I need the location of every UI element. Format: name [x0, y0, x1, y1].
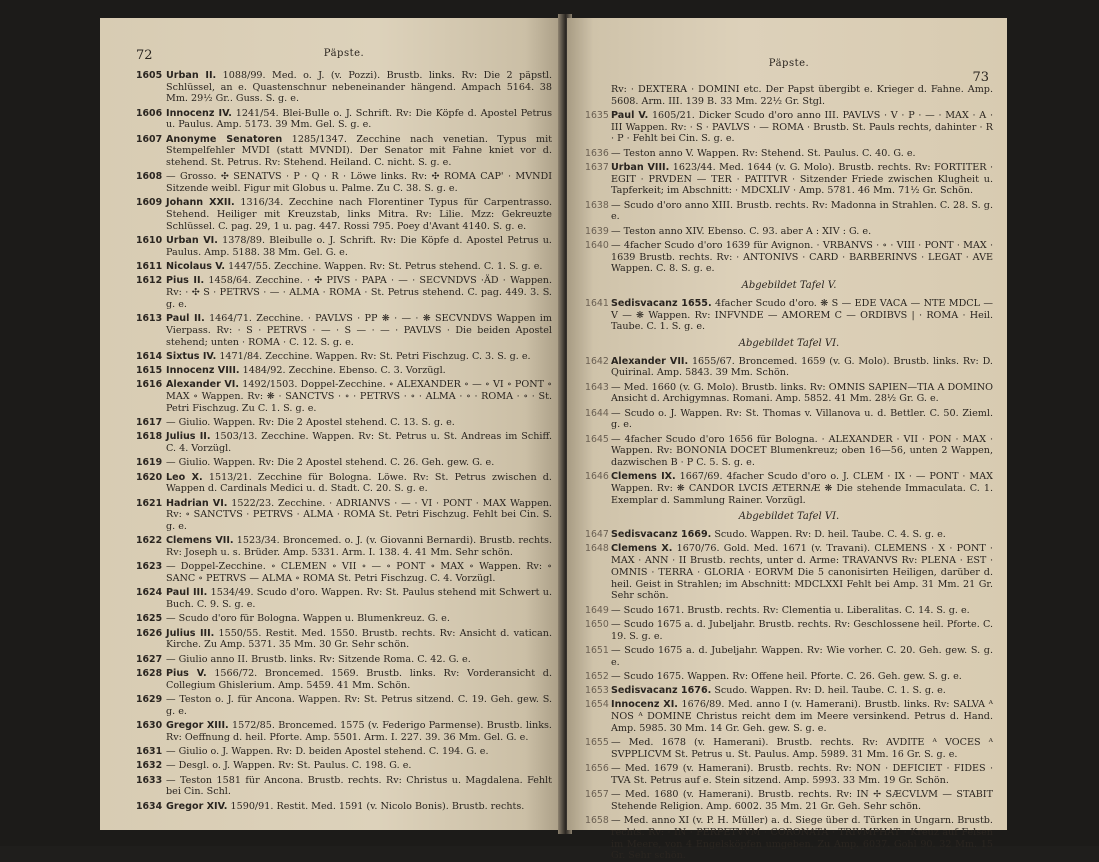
left-page-number: 72 [136, 48, 153, 63]
ruler-name: Paul II. [166, 313, 205, 325]
entry-description: — Scudo d'oro für Bologna. Wappen u. Blumenkreuz. G. e. [166, 613, 450, 625]
entry-description: — Scudo 1675 a. d. Jubeljahr. Wappen. Rv: Wie vorher. C. 20. Geh. gew. S. g. e. [611, 644, 993, 668]
catalogue-entry [136, 498, 552, 533]
ruler-name: Hadrian VI. [166, 497, 228, 509]
right-page-number: 73 [972, 70, 989, 85]
entry-body [166, 457, 552, 469]
lot-number: 1651 [585, 644, 609, 656]
lot-number: 1648 [585, 543, 609, 555]
catalogue-entry [585, 605, 993, 617]
lot-number: 1631 [136, 746, 163, 757]
entry-description: 1605/21. Dicker Scudo d'oro anno III. PAVLVS · V · P · — · MAX · A · III Wappen. Rv: · S · PAVLVS · — ROMA · Brustb. St. Pauls rechts, dahinter · R · P · Fehlt bei Cin. S. g. e. [611, 110, 993, 145]
entry-body [166, 108, 552, 131]
lot-number: 1621 [136, 497, 163, 509]
entry-body [166, 351, 552, 363]
entry-description: 1523/34. Broncemed. o. J. (v. Giovanni Bernardi). Brustb. rechts. Rv: Joseph u. s. Brüder. Amp. 5331. Arm. I. 138. 4. 41 Mm. Sehr schön. [166, 535, 552, 559]
catalogue-entry [136, 668, 552, 691]
catalogue-entry [136, 70, 552, 105]
entry-body [166, 472, 552, 495]
right-page [567, 18, 1007, 862]
ruler-name: Alexander VII. [611, 355, 689, 367]
entry-body [166, 694, 552, 717]
catalogue-entry [136, 760, 552, 772]
entry-body [166, 313, 552, 348]
catalogue-entry [585, 543, 993, 602]
ruler-name: Urban VIII. [611, 162, 670, 173]
entry-description: — Desgl. o. J. Wappen. Rv: St. Paulus. C. 198. G. e. [166, 760, 412, 772]
entry-body [611, 645, 993, 668]
lot-number: 1649 [585, 604, 609, 616]
ruler-name: Clemens VII. [166, 535, 234, 547]
ruler-name: Johann XXII. [166, 197, 235, 209]
catalogue-entry [585, 226, 993, 238]
lot-number: 1629 [136, 694, 163, 705]
catalogue-entry [136, 417, 552, 429]
entry-body [611, 148, 993, 160]
catalogue-entry [136, 235, 552, 258]
entry-description: 1447/55. Zecchine. Wappen. Rv: St. Petrus stehend. C. 1. S. g. e. [228, 261, 543, 273]
entry-description: 1471/84. Zecchine. Wappen. Rv: St. Petri Fischzug. C. 3. S. g. e. [219, 350, 531, 362]
entry-description: 1572/85. Broncemed. 1575 (v. Federigo Parmense). Brustb. links. Rv: Oeffnung d. heil. Pforte. Amp. 5501. Arm. I. 227. 39. 36 Mm. Gel. G. e. [166, 720, 552, 743]
lot-number: 1652 [585, 670, 609, 682]
ruler-name: Gregor XIII. [166, 720, 229, 731]
lot-number: 1617 [136, 417, 163, 429]
entry-description: — Scudo d'oro anno XIII. Brustb. rechts. Rv: Madonna in Strahlen. C. 28. S. g. e. [611, 199, 993, 223]
lot-number: 1638 [585, 199, 609, 211]
entry-body [166, 417, 552, 429]
lot-number: 1608 [136, 171, 163, 183]
entry-body [166, 668, 552, 691]
lot-number: 1656 [585, 763, 609, 775]
catalogue-entry [585, 240, 993, 275]
catalogue-entry [136, 472, 552, 495]
ruler-name: Urban VI. [166, 235, 218, 247]
entry-description: — Med. 1660 (v. G. Molo). Brustb. links. Rv: OMNIS SAPIEN—TIA A DOMINO Ansicht d. Archigymnas. Romani. Amp. 5852. 41 Mm. 28½ Gr. G. e. [611, 381, 993, 405]
entry-description: 1623/44. Med. 1644 (v. G. Molo). Brustb. rechts. Rv: FORTITER · EGIT · PRVDEN — TER · PATITVR · Sitzender Friede zwischen Klugheit u. Tapferkeit; im Abschnitt: · MDCXLIV · Amp. 5781. 46 Mm. 71½ Gr. Schön. [611, 162, 993, 197]
ruler-name: Clemens X. [611, 543, 673, 555]
catalogue-entry [136, 313, 552, 348]
entry-description: — Doppel-Zecchine. ∘ CLEMEN ∘ VII ∘ — ∘ PONT ∘ MAX ∘ Wappen. Rv: ∘ SANC ∘ PETRVS — ALMA ∘ ROMA St. Petri Fischzug. C. 4. Vorzügl. [166, 561, 552, 585]
catalogue-entry [585, 162, 993, 197]
ruler-name: Alexander VI. [166, 379, 240, 391]
lot-number: 1635 [585, 110, 609, 121]
lot-number: 1645 [585, 433, 609, 445]
lot-number: 1657 [585, 789, 609, 801]
ruler-name: Urban II. [166, 70, 217, 81]
continued-entry-text: Rv: · DEXTERA · DOMINI etc. Der Papst übergibt e. Krieger d. Fahne. Amp. 5608. Arm. III. 139 B. 33 Mm. 22½ Gr. Stgl. [611, 84, 993, 107]
lot-number: 1615 [136, 365, 163, 377]
catalogue-entry [585, 763, 993, 786]
entry-description: — Scudo 1675. Wappen. Rv: Offene heil. Pforte. C. 26. Geh. gew. S. g. e. [611, 670, 962, 682]
ruler-name: Paul III. [166, 587, 208, 599]
lot-number: 1606 [136, 107, 163, 119]
entry-body [611, 763, 993, 786]
lot-number: 1640 [585, 240, 609, 251]
entry-body [611, 605, 993, 617]
catalogue-entry [136, 261, 552, 273]
entry-description: 1378/89. Bleibulle o. J. Schrift. Rv: Die Köpfe d. Apostel Petrus u. Paulus. Amp. 5188. 38 Mm. Gel. G. e. [166, 235, 552, 258]
lot-number: 1616 [136, 379, 163, 391]
entry-description: — Med. 1678 (v. Hamerani). Brustb. rechts. Rv: AVDITE ᴬ VOCES ᴬ SVPPLICVM St. Petrus u. St. Paulus. Amp. 5989. 31 Mm. 16 Gr. S. g. e. [611, 737, 993, 760]
entry-body [166, 654, 552, 666]
catalogue-entry [585, 434, 993, 469]
ruler-name: Clemens IX. [611, 471, 676, 483]
entry-body [166, 197, 552, 232]
entry-body [611, 356, 993, 379]
entry-body [611, 737, 993, 760]
catalogue-entry [585, 148, 993, 160]
entry-body [611, 699, 993, 734]
lot-number: 1639 [585, 225, 609, 237]
catalogue-entry [136, 775, 552, 798]
entry-description: — 4facher Scudo d'oro 1639 für Avignon. · VRBANVS · ∘ · VIII · PONT · MAX · 1639 Brustb. rechts. Rv: · ANTONIVS · CARD · BARBERINVS · LEGAT · AVE Wappen. C. 8. S. g. e. [611, 240, 993, 275]
lot-number: 1637 [585, 162, 609, 173]
right-running-title: Päpste. [768, 58, 810, 69]
entry-body [166, 775, 552, 798]
entry-description: — Med. 1679 (v. Hamerani). Brustb. rechts. Rv: NON · DEFICIET · FIDES · TVA St. Petrus auf e. Stein sitzend. Amp. 5993. 33 Mm. 19 Gr. Schön. [611, 763, 993, 786]
entry-description: 1464/71. Zecchine. · PAVLVS · PP ❋ · — · ❋ SECVNDVS Wappen im Vierpass. Rv: · S · PETRVS · — · S — · — · PAVLVS · Die beiden Apostel stehend; unten · ROMA · C. 12. S. g. e. [166, 313, 552, 348]
entry-body [166, 379, 552, 414]
lot-number: 1646 [585, 471, 609, 483]
catalogue-entry [585, 789, 993, 812]
ruler-name: Pius II. [166, 275, 205, 287]
catalogue-entry [585, 298, 993, 333]
catalogue-entry [136, 694, 552, 717]
entry-body [166, 171, 552, 194]
ruler-name: Anonyme Senatoren [166, 133, 283, 145]
lot-number: 1625 [136, 613, 163, 625]
plate-reference: Abgebildet Tafel VI. [738, 511, 840, 523]
catalogue-entry [136, 587, 552, 610]
lot-number: 1632 [136, 760, 163, 772]
lot-number: 1634 [136, 800, 163, 812]
lot-number: 1647 [585, 529, 609, 541]
entry-description: — Med. 1680 (v. Hamerani). Brustb. rechts. Rv: IN ✢ SÆCVLVM — STABIT Stehende Religion. Amp. 6002. 35 Mm. 21 Gr. Geh. Sehr schön. [611, 789, 993, 812]
lot-number: 1613 [136, 313, 163, 325]
catalogue-entry [585, 685, 993, 697]
lot-number: 1636 [585, 147, 609, 159]
catalogue-entry [136, 351, 552, 363]
entry-description: 1550/55. Restit. Med. 1550. Brustb. rechts. Rv: Ansicht d. vatican. Kirche. Zu Amp. 5371. 35 Mm. 30 Gr. Sehr schön. [166, 627, 552, 651]
entry-description: 1513/21. Zecchine für Bologna. Löwe. Rv: St. Petrus zwischen d. Wappen d. Cardinals Medici u. d. Stadt. C. 20. S. g. e. [166, 471, 552, 495]
catalogue-entry [136, 197, 552, 232]
lot-number: 1624 [136, 587, 163, 599]
entry-description: — Giulio anno II. Brustb. links. Rv: Sitzende Roma. C. 42. G. e. [166, 653, 471, 665]
catalogue-entry [585, 408, 993, 431]
entry-body [166, 498, 552, 533]
entry-body [611, 110, 993, 145]
lot-number: 1630 [136, 720, 163, 731]
ruler-name: Sixtus IV. [166, 350, 217, 362]
catalogue-entry [136, 654, 552, 666]
entry-description: 4facher Scudo d'oro. ❋ S — EDE VACA — NTE MDCL — V — ❋ Wappen. Rv: INFVNDE — AMOREM C — ORDIBVS | · ROMA · Heil. Taube. C. 1. S. g. e. [611, 297, 993, 333]
ruler-name: Julius III. [166, 627, 215, 639]
lot-number: 1607 [136, 133, 163, 145]
entry-body [611, 200, 993, 223]
entry-body [611, 529, 993, 541]
entry-description: 1285/1347. Zecchine nach venetian. Typus mit Stempelfehler MVDI (statt MVNDI). Der Senator mit Fahne kniet vor d. stehend. St. Petrus. Rv: Stehend. Heiland. C. nicht. S. g. e. [166, 133, 552, 169]
catalogue-entry [136, 108, 552, 131]
entry-description: 1667/69. 4facher Scudo d'oro o. J. CLEM · IX · — PONT · MAX Wappen. Rv: ❋ CANDOR LVCIS ÆTERNÆ ❋ Die stehende Immaculata. C. 1. Exemplar d. Sammlung Rainer. Vorzügl. [611, 471, 993, 506]
ruler-name: Leo X. [166, 471, 203, 483]
entry-description: 1522/23. Zecchine. · ADRIANVS · — · VI · PONT · MAX Wappen. Rv: ∘ SANCTVS · PETRVS · ALMA · ROMA St. Petri Fischzug. Fehlt bei Cin. S. g. e. [166, 497, 552, 533]
entry-body [611, 382, 993, 405]
entry-description: — Teston anno V. Wappen. Rv: Stehend. St. Paulus. C. 40. G. e. [611, 147, 916, 159]
entry-description: — Giulio o. J. Wappen. Rv: D. beiden Apostel stehend. C. 194. G. e. [166, 746, 489, 757]
catalogue-entry [585, 200, 993, 223]
catalogue-entry [585, 110, 993, 145]
entry-body [166, 235, 552, 258]
plate-reference: Abgebildet Tafel VI. [738, 337, 840, 349]
catalogue-entry [585, 671, 993, 683]
entry-body [166, 587, 552, 610]
ruler-name: Innocenz VIII. [166, 365, 240, 377]
lot-number: 1658 [585, 815, 609, 827]
entry-body [611, 789, 993, 812]
entry-description: 1492/1503. Doppel-Zecchine. ∘ ALEXANDER ∘ — ∘ VI ∘ PONT ∘ MAX ∘ Wappen. Rv: ❋ · SANCTVS · ∘ · PETRVS · ∘ · ALMA · ∘ · ROMA · ∘ · St. Petri Fischzug. Zu C. 1. S. g. e. [166, 379, 552, 414]
ruler-name: Sedisvacanz 1676. [611, 685, 712, 697]
ruler-name: Nicolaus V. [166, 261, 226, 273]
lot-number: 1611 [136, 261, 163, 273]
catalogue-entry [136, 561, 552, 584]
entry-description: 1670/76. Gold. Med. 1671 (v. Travani). CLEMENS · X · PONT · MAX · ANN · II Brustb. rechts, unter d. Arme: TRAVANVS Rv: PLENA · EST · OMNIS · TERRA · GLORIA · EORVM Die 5 canonisirten Heiligen, darüber d. heil. Geist in Strahlen; im Abschnitt: MDCLXXI Fehlt bei Amp. 31 Mm. 21 Gr. Sehr schön. [611, 543, 993, 602]
catalogue-entry [136, 746, 552, 758]
entry-body [166, 760, 552, 772]
ruler-name: Innocenz IV. [166, 107, 232, 119]
lot-number: 1605 [136, 70, 163, 81]
left-entry-list [136, 70, 552, 812]
lot-number: 1609 [136, 197, 163, 209]
entry-body [611, 240, 993, 275]
lot-number: 1655 [585, 737, 609, 749]
entry-body [611, 162, 993, 197]
lot-number: 1644 [585, 407, 609, 419]
lot-number: 1622 [136, 535, 163, 547]
lot-number: 1610 [136, 235, 163, 247]
lot-number: 1641 [585, 297, 609, 309]
lot-number: 1627 [136, 653, 163, 665]
entry-body [166, 535, 552, 558]
entry-description: 1241/54. Blei-Bulle o. J. Schrift. Rv: Die Köpfe d. Apostel Petrus u. Paulus. Amp. 5173. 39 Mm. Gel. S. g. e. [166, 107, 552, 131]
entry-description: 1655/67. Broncemed. 1659 (v. G. Molo). Brustb. links. Rv: D. Quirinal. Amp. 5843. 39 Mm. Schön. [611, 355, 993, 379]
entry-body [166, 134, 552, 169]
catalogue-entry [585, 737, 993, 760]
entry-body [166, 720, 552, 743]
entry-body [611, 298, 993, 333]
right-entry-list [585, 84, 993, 862]
lot-number: 1623 [136, 561, 163, 573]
entry-body [611, 471, 993, 506]
entry-description: 1566/72. Broncemed. 1569. Brustb. links. Rv: Vorderansicht d. Collegium Ghislerium. Amp. 5459. 41 Mm. Schön. [166, 668, 552, 691]
catalogue-entry [136, 431, 552, 454]
catalogue-entry [585, 619, 993, 642]
entry-body [166, 561, 552, 584]
entry-description: — Teston 1581 für Ancona. Brustb. rechts. Rv: Christus u. Magdalena. Fehlt bei Cin. Schl. [166, 774, 552, 798]
entry-body [166, 431, 552, 454]
catalogue-entry [585, 382, 993, 405]
entry-body [611, 543, 993, 602]
catalogue-entry [136, 365, 552, 377]
catalogue-entry [136, 535, 552, 558]
ruler-name: Julius II. [166, 431, 211, 443]
entry-body [611, 619, 993, 642]
entry-description: — Giulio. Wappen. Rv: Die 2 Apostel stehend. C. 13. S. g. e. [166, 417, 455, 429]
entry-body [166, 275, 552, 310]
entry-description: — Scudo 1671. Brustb. rechts. Rv: Clementia u. Liberalitas. C. 14. S. g. e. [611, 604, 970, 616]
catalogue-entry [136, 613, 552, 625]
catalogue-entry [136, 379, 552, 414]
lot-number: 1633 [136, 774, 163, 786]
lot-number: 1614 [136, 350, 163, 362]
ruler-name: Sedisvacanz 1655. [611, 297, 712, 309]
ruler-name: Sedisvacanz 1669. [611, 529, 712, 541]
catalogue-entry [585, 471, 993, 506]
left-running-head [136, 48, 552, 70]
left-running-title: Päpste. [323, 48, 365, 59]
catalogue-entry [585, 529, 993, 541]
entry-description: 1676/89. Med. anno I (v. Hamerani). Brustb. links. Rv: SALVA ᴬ NOS ᴬ DOMINE Christus reicht dem im Meere versinkend. Petrus d. Hand. Amp. 5985. 30 Mm. 14 Gr. Geh. gew. S. g. e. [611, 699, 993, 734]
lot-number: 1618 [136, 431, 163, 443]
entry-description: 1590/91. Restit. Med. 1591 (v. Nicolo Bonis). Brustb. rechts. [230, 800, 525, 812]
lot-number: 1628 [136, 668, 163, 679]
catalogue-entry [585, 699, 993, 734]
entry-description: — Teston o. J. für Ancona. Wappen. Rv: St. Petrus sitzend. C. 19. Geh. gew. S. g. e. [166, 694, 552, 717]
ruler-name: Gregor XIV. [166, 800, 228, 812]
entry-body [611, 226, 993, 238]
catalogue-entry [585, 645, 993, 668]
entry-body [166, 70, 552, 105]
entry-description: — 4facher Scudo d'oro 1656 für Bologna. · ALEXANDER · VII · PON · MAX · Wappen. Rv: BONONIA DOCET Blumenkreuz; oben 16—56, unten 2 Wappen, dazwischen B · P C. 5. S. g. e. [611, 433, 993, 469]
catalogue-entry [136, 457, 552, 469]
catalogue-entry [136, 628, 552, 651]
catalogue-entry [585, 815, 993, 862]
entry-description: 1484/92. Zecchine. Ebenso. C. 3. Vorzügl. [242, 365, 446, 377]
entry-description: 1316/34. Zecchine nach Florentiner Typus für Carpentrasso. Stehend. Heiliger mit Kreuzstab, links Mitra. Rv: Lilie. Mzz: Gekreuzte Schlüssel. C. pag. 29, 1 u. pag. 447. Rossi 795. Poey d'Avant 4140. S. g. e. [166, 197, 553, 232]
entry-body [166, 261, 552, 273]
entry-description: — Teston anno XIV. Ebenso. C. 93. aber A : XIV : G. e. [611, 225, 872, 237]
lot-number: 1650 [585, 618, 609, 630]
entry-description: 1503/13. Zecchine. Wappen. Rv: St. Petrus u. St. Andreas im Schiff. C. 4. Vorzügl. [166, 431, 553, 455]
entry-description: — Scudo o. J. Wappen. Rv: St. Thomas v. Villanova u. d. Bettler. C. 50. Zieml. g. e. [611, 407, 993, 431]
entry-description: 1088/99. Med. o. J. (v. Pozzi). Brustb. links. Rv: Die 2 päpstl. Schlüssel, an e. Quastenschnur nebeneinander hängend. Ampach 5164. 38 Mm. 29½ Gr.. Guss. S. g. e. [166, 70, 552, 105]
entry-body [611, 434, 993, 469]
entry-description: 1458/64. Zecchine. · ✣ PIVS · PAPA · — · SECVNDVS ·ÄD · Wappen. Rv: · ✣ S · PETRVS · — · ALMA · ROMA · St. Petrus stehend. C. pag. 449. 3. S. g. e. [166, 275, 552, 310]
right-running-head [585, 58, 993, 85]
entry-body [166, 801, 552, 813]
lot-number: 1654 [585, 699, 609, 711]
entry-description: — Scudo 1675 a. d. Jubeljahr. Brustb. rechts. Rv: Geschlossene heil. Pforte. C. 19. S. g. e. [611, 618, 993, 642]
lot-number: 1612 [136, 275, 163, 287]
entry-description: 1534/49. Scudo d'oro. Wappen. Rv: St. Paulus stehend mit Schwert u. Buch. C. 9. S. g. e. [166, 587, 552, 611]
lot-number: 1643 [585, 381, 609, 393]
left-page [100, 18, 562, 830]
catalogue-entry [136, 171, 552, 194]
entry-description: — Giulio. Wappen. Rv: Die 2 Apostel stehend. C. 26. Geh. gew. G. e. [166, 457, 495, 469]
ruler-name: Pius V. [166, 668, 207, 679]
entry-body [611, 685, 993, 697]
catalogue-entry [136, 275, 552, 310]
lot-number: 1619 [136, 457, 163, 469]
entry-description: Scudo. Wappen. Rv: D. heil. Taube. C. 4. S. g. e. [714, 529, 946, 541]
entry-body [611, 815, 993, 862]
lot-number: 1642 [585, 355, 609, 367]
entry-description: Scudo. Wappen. Rv: D. heil. Taube. C. 1. S. g. e. [714, 685, 946, 697]
entry-body [611, 408, 993, 431]
lot-number: 1620 [136, 471, 163, 483]
ruler-name: Innocenz XI. [611, 699, 678, 711]
entry-body [166, 746, 552, 758]
entry-body [166, 628, 552, 651]
catalogue-entry [136, 134, 552, 169]
entry-description: — Grosso. ✣ SENATVS · P · Q · R · Löwe links. Rv: ✣ ROMA CAP' · MVNDI Sitzende weibl. Figur mit Globus u. Palme. Zu C. 38. S. g. e. [166, 171, 552, 195]
entry-body [611, 671, 993, 683]
entry-body [166, 613, 552, 625]
entry-body [166, 365, 552, 377]
catalogue-entry [585, 356, 993, 379]
entry-description: — Med. anno XI (v. P. H. Müller) a. d. Siege über d. Türken in Ungarn. Brustb. rechts. Rv: · IN · PERPETVVM · CORONATA · TRIVMPHAT · Kreuz auf Felsen im Meere, von 4 Engelsköpfen umgeben. Zu Amp. 6037. Gohl 90. 32 Mm. 15 Gr. Sehr schön. [611, 815, 993, 862]
plate-reference: Abgebildet Tafel V. [741, 280, 837, 292]
catalogue-entry [136, 801, 552, 813]
ruler-name: Paul V. [611, 110, 649, 121]
lot-number: 1626 [136, 627, 163, 639]
catalogue-entry [136, 720, 552, 743]
lot-number: 1653 [585, 685, 609, 697]
